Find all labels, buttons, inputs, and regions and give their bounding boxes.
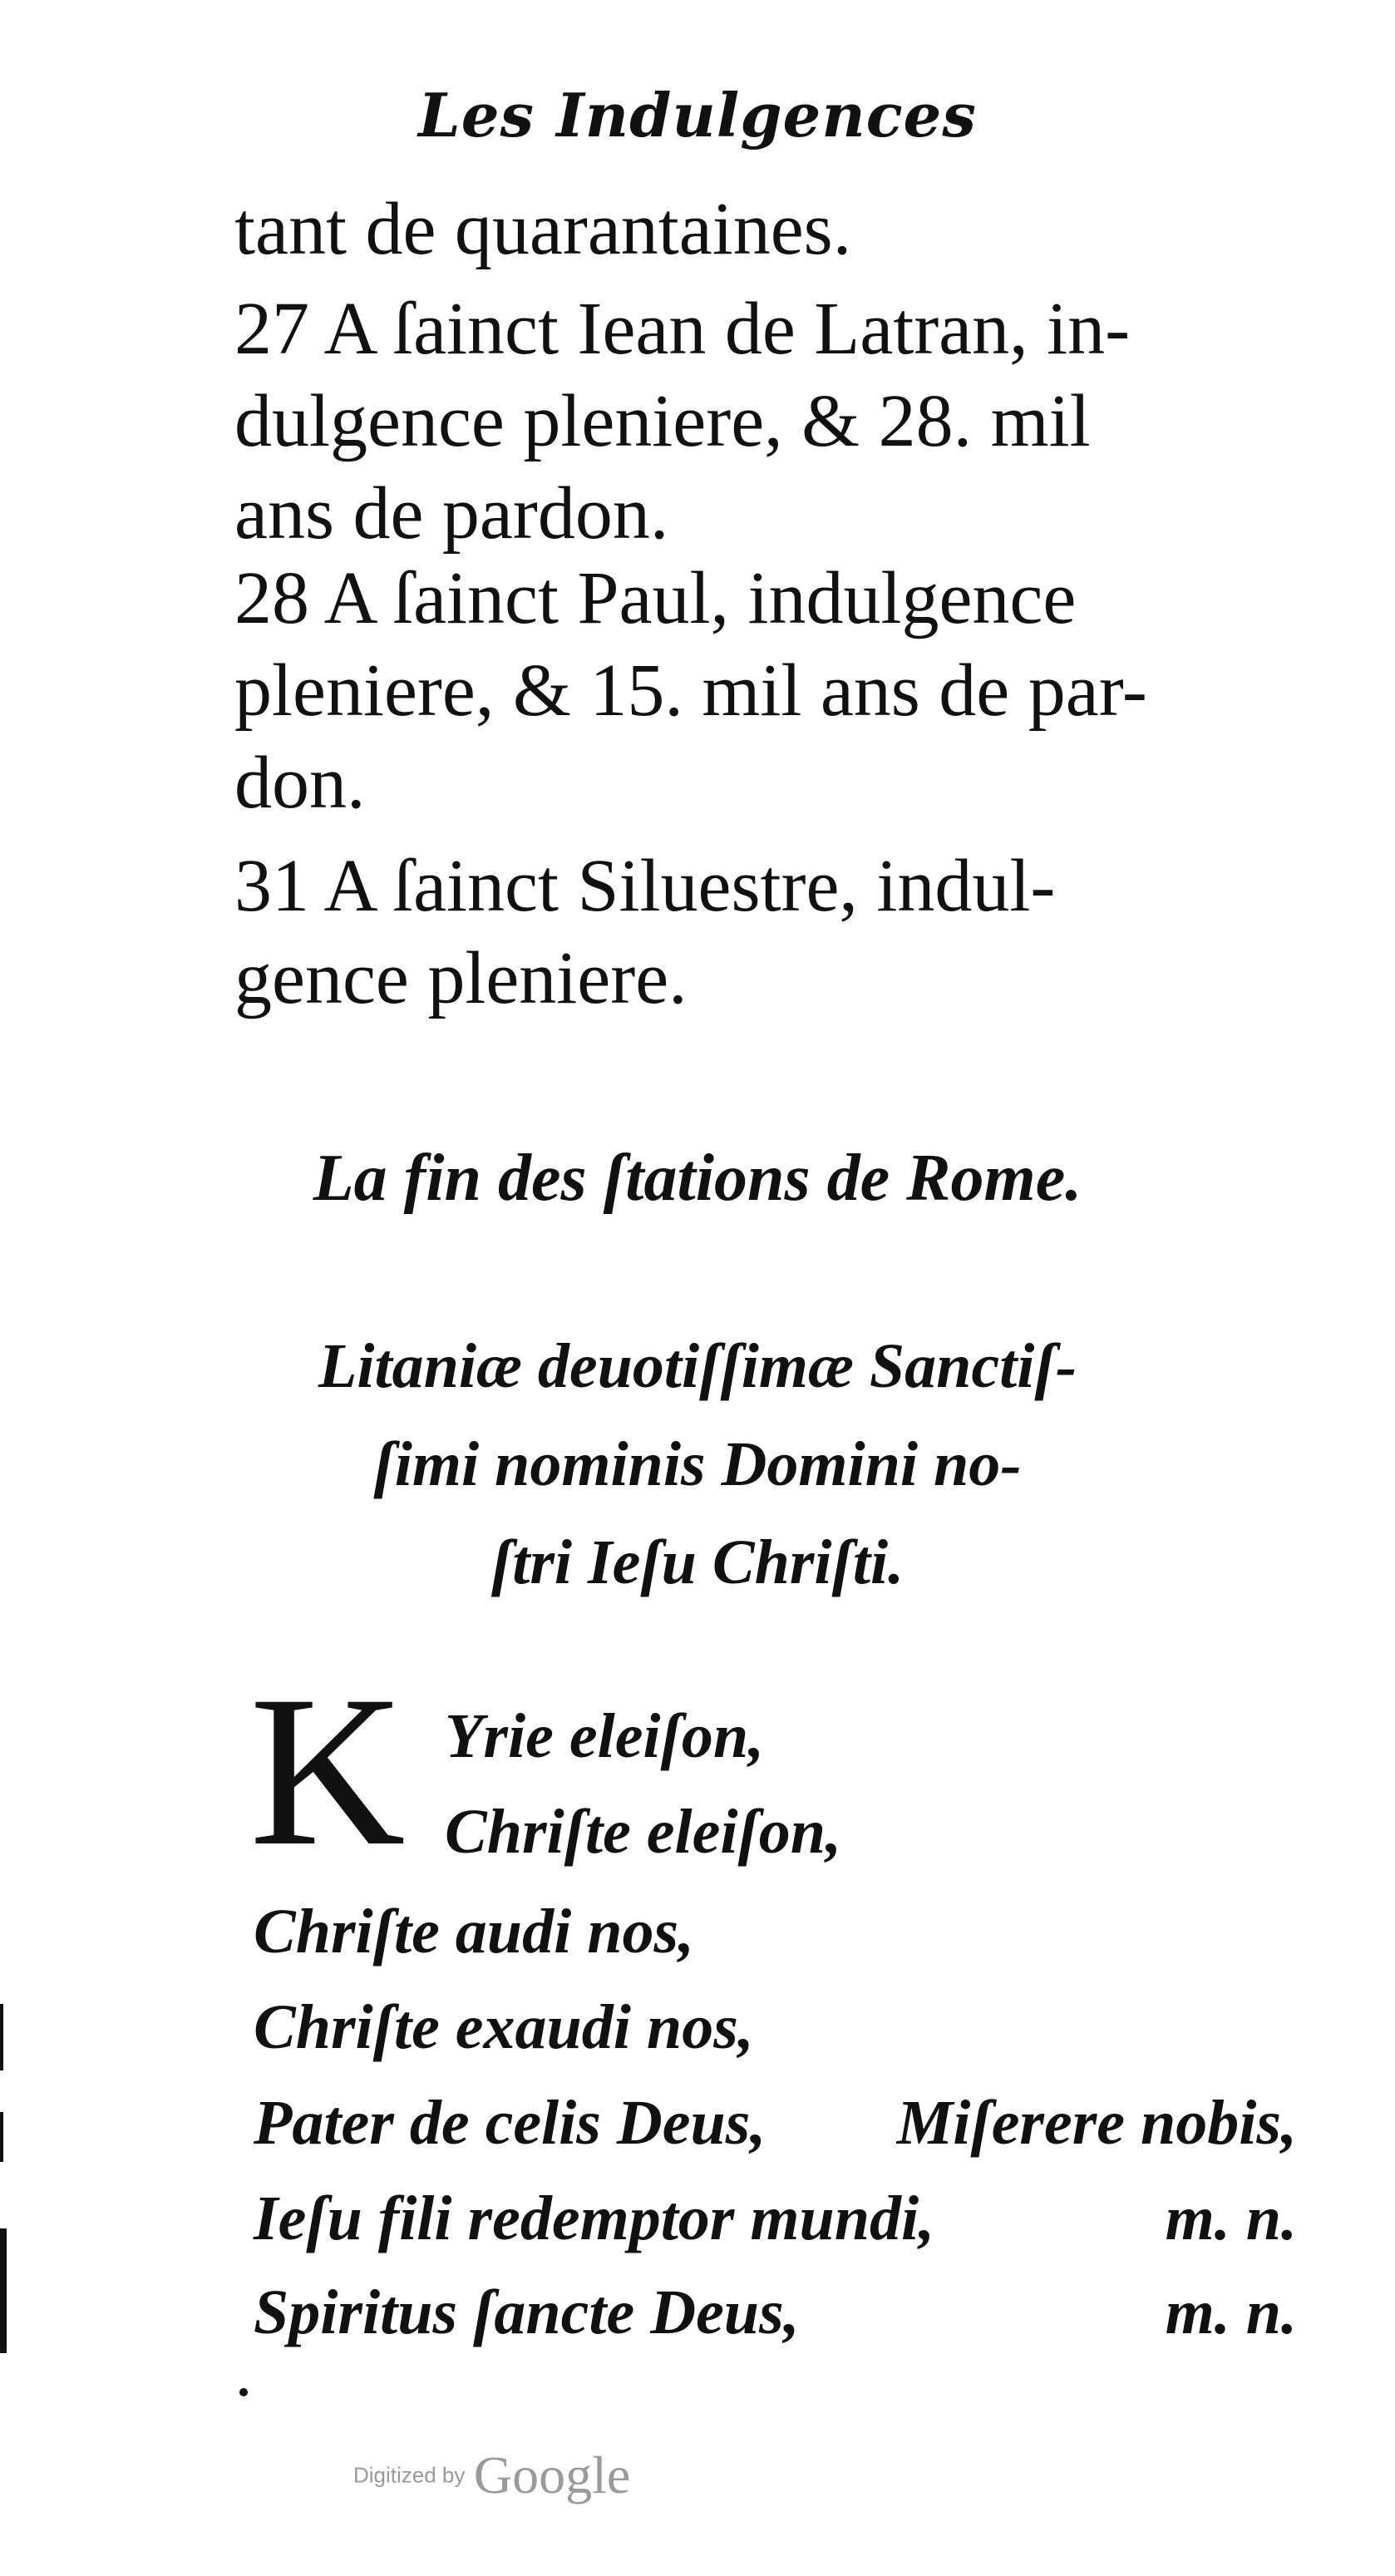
litany-line: Chriſte exaudi nos, (254, 1992, 754, 2062)
google-logo-text: Google (473, 2445, 631, 2504)
body-line: don. (234, 742, 366, 824)
running-head: Les Indulgences (418, 80, 977, 151)
body-line: ans de pardon. (234, 472, 669, 555)
scan-dot (239, 2388, 248, 2396)
litany-line: Chriſte eleiſon, (445, 1797, 842, 1867)
litany-title-line: Litaniæ deuotiſſimæ Sanctiſ- (318, 1331, 1077, 1401)
body-line: 31 A ſainct Siluestre, indul- (234, 845, 1056, 927)
section-end-heading: La fin des ſtations de Rome. (313, 1142, 1082, 1215)
litany-title-line: ſtri Ieſu Chriſti. (490, 1527, 905, 1597)
litany-line: Chriſte audi nos, (254, 1897, 695, 1967)
litany-line: Ieſu fili redemptor mundi, (254, 2184, 935, 2253)
scan-margin-mark (0, 2228, 7, 2353)
body-line: dulgence pleniere, & 28. mil (234, 380, 1091, 462)
litany-title-line: ſimi nominis Domini no- (373, 1429, 1022, 1499)
litany-line: Spiritus ſancte Deus, (254, 2277, 800, 2347)
body-line: 27 A ſainct Iean de Latran, in- (234, 288, 1131, 370)
litany-line: Pater de celis Deus, (254, 2088, 767, 2158)
digitized-by-label: Digitized by (353, 2462, 466, 2488)
litany-response: m. n. (1165, 2184, 1297, 2253)
scan-margin-mark (0, 2004, 3, 2070)
body-line: tant de quarantaines. (234, 188, 852, 270)
digitized-watermark (353, 2445, 630, 2506)
litany-response: Miſerere nobis, (896, 2088, 1297, 2158)
drop-cap: K (249, 1651, 406, 1891)
body-line: gence pleniere. (234, 937, 688, 1019)
scan-margin-mark (0, 2112, 3, 2162)
litany-line: Yrie eleiſon, (445, 1701, 765, 1771)
body-line: 28 A ſainct Paul, indulgence (234, 557, 1077, 639)
body-line: pleniere, & 15. mil ans de par- (234, 649, 1147, 732)
litany-response: m. n. (1165, 2277, 1297, 2347)
